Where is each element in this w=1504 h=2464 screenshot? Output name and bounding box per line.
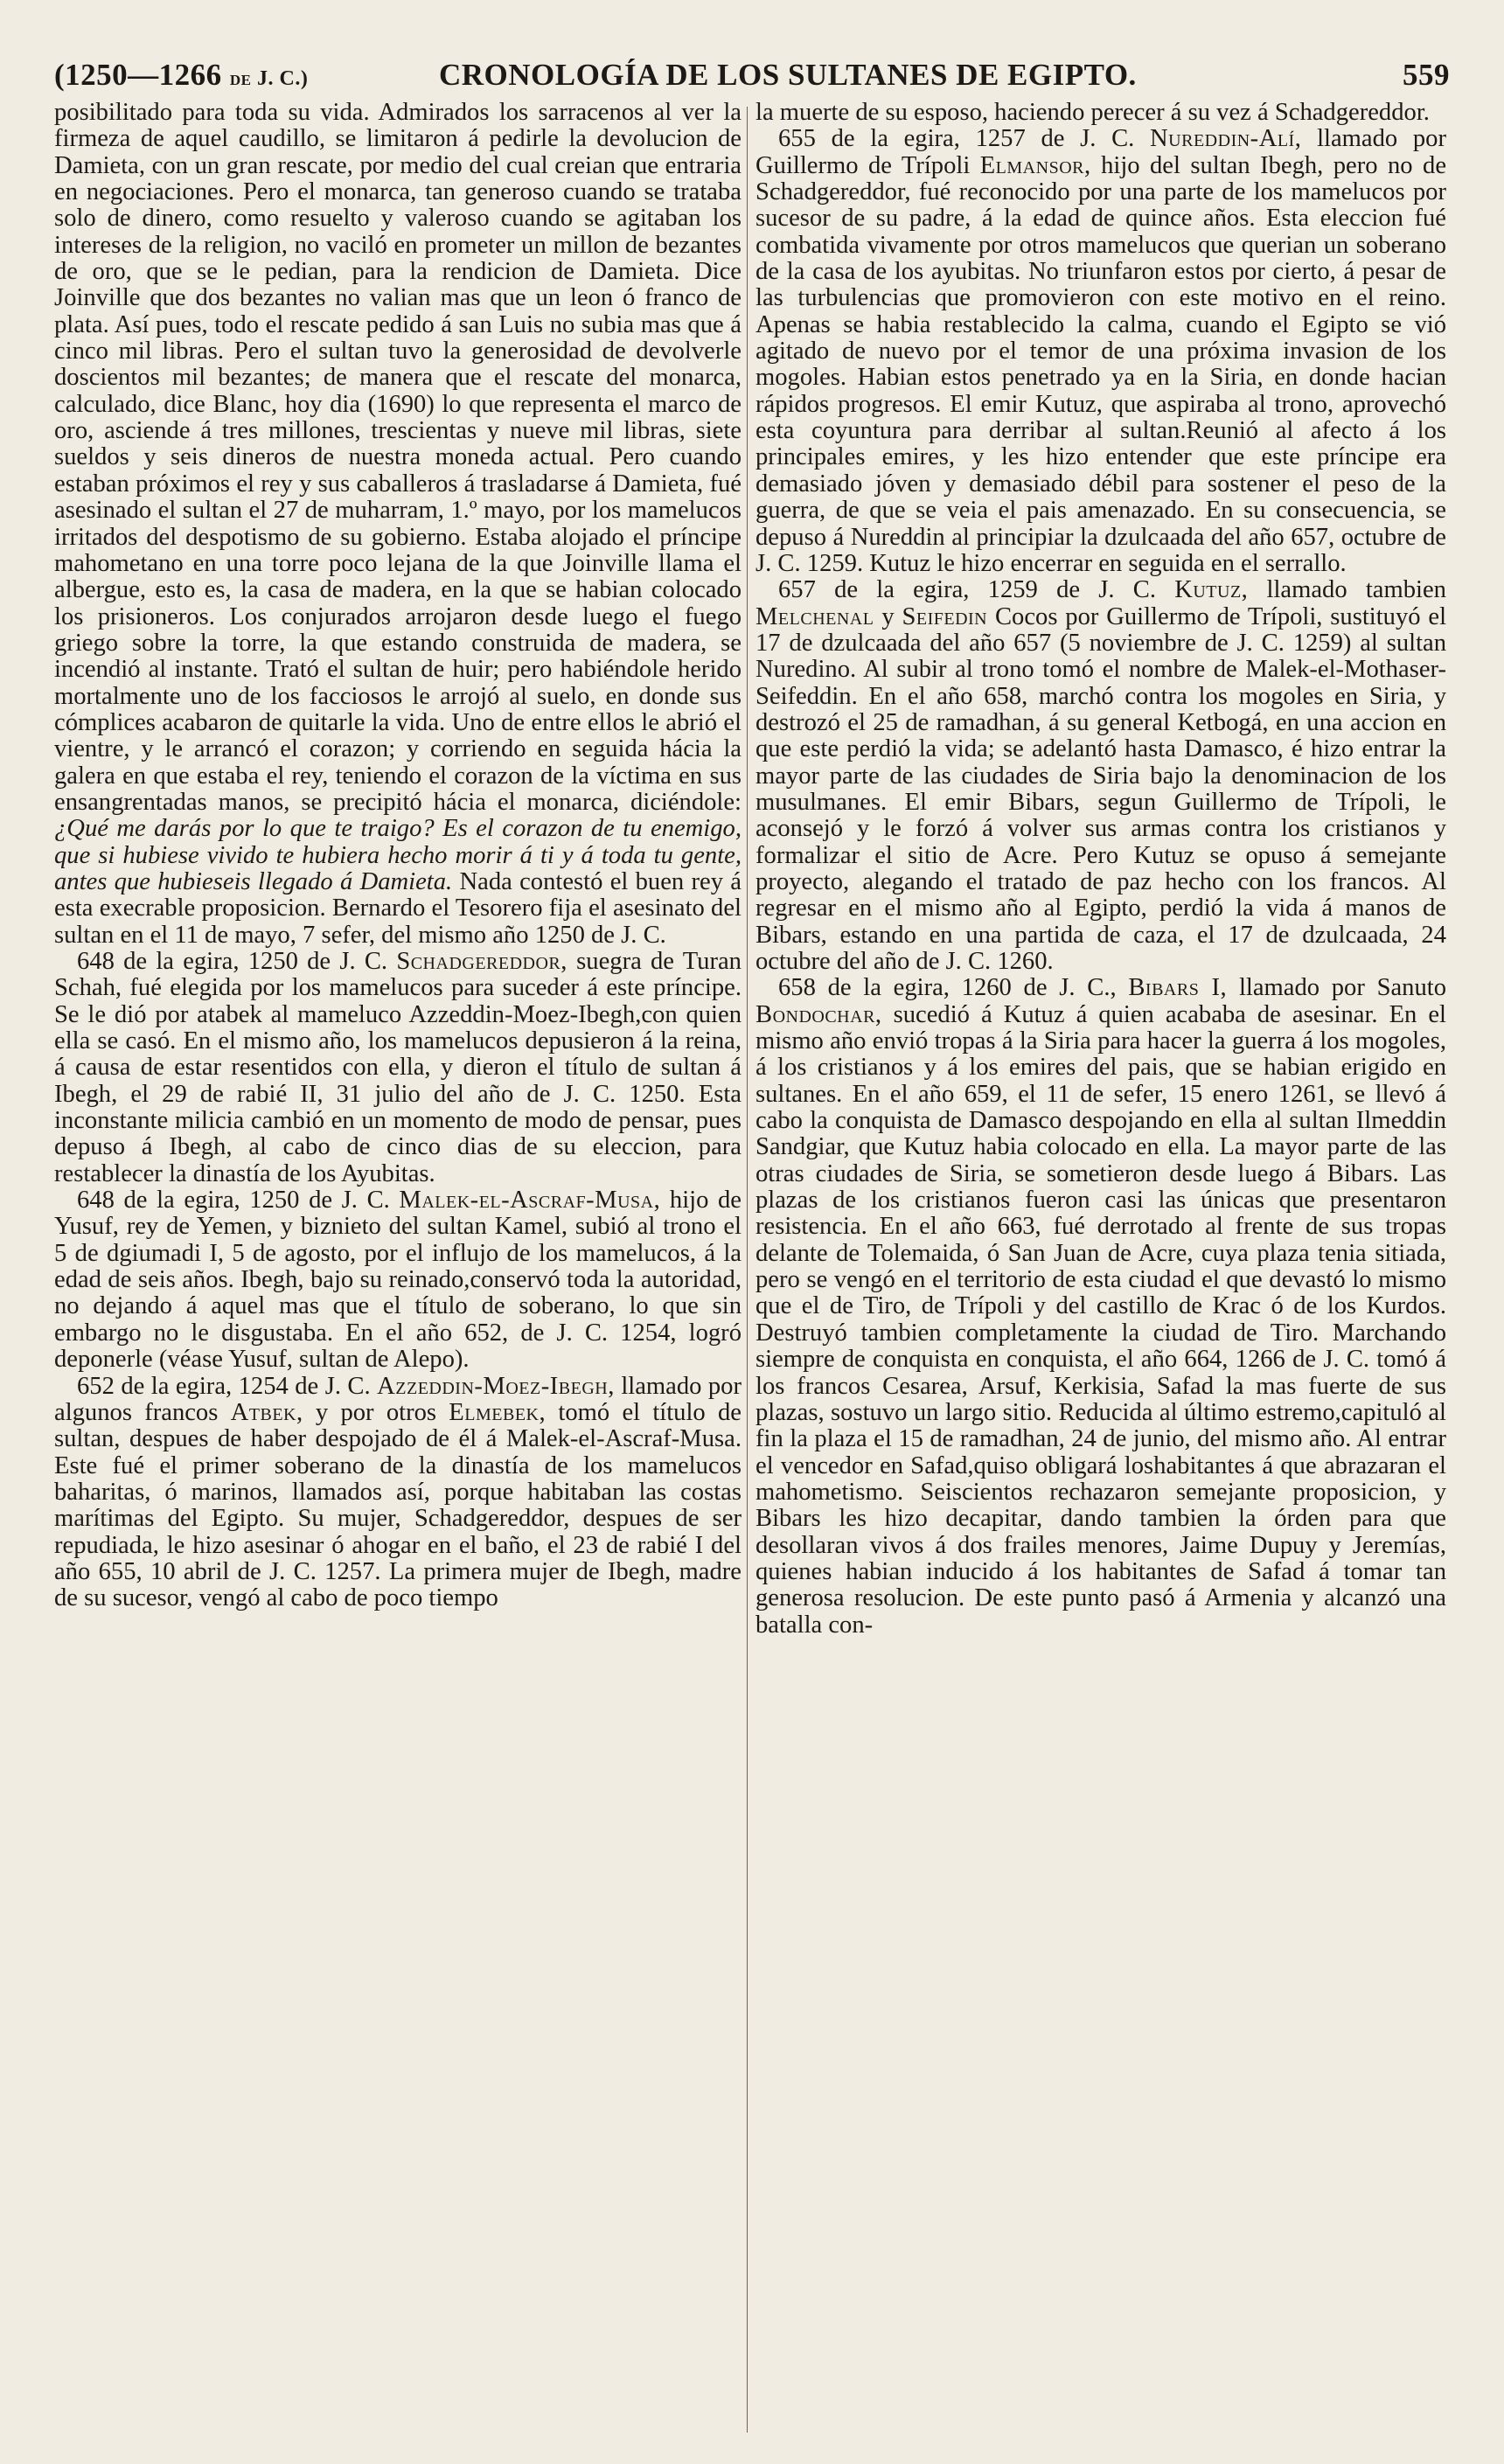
ruler-alias: Atbek, <box>230 1398 303 1426</box>
paragraph-joinville-rescue: posibilitado para toda su vida. Admirados los sarracenos al ver la firmeza de aquel caudillo, se limitaron á pedirle la devolucion de Damieta, con un gran rescate, por medio del cual creian que entraria en negociaciones. Pero el monarca, tan generoso cuando se trataba solo de dinero, como resuelto y valeroso cuando se agitaban los intereses de la religion, no vaciló en prometer un millon de bezantes de oro, que se le pedian, para la rendicion de Damieta. Dice Joinville que dos bezantes no valian mas que un leon ó franco de plata. Así pues, todo el rescate pedido á san Luis no subia mas que á cinco mil libras. Pero el sultan tuvo la generosidad de devolverle doscientos mil bezantes; de manera que el rescate del monarca, calculado, dice Blanc, hoy dia (1690) lo que representa el marco de oro, asciende á tres millones, trescientas y nueve mil libras, siete sueldos y seis dineros de nuestra moneda actual. Pero cuando estaban próximos el rey y sus caballeros á trasladarse á Damieta, fué asesinado el sultan el 27 de muharram, 1.º mayo, por los mamelucos irritados del despotismo de su gobierno. Estaba alojado el príncipe mahometano en una torre poco lejana de la que Joinville llama el albergue, esto es, la casa de madera, en la que se habian colocado los prisioneros. Los conjurados arrojaron desde luego el fuego griego sobre la torre, la que estando construida de madera, se incendió al instante. Trató el sultan de huir; pero habiéndole herido mortalmente uno de los facciosos le arrojó al suelo, en donde sus cómplices acabaron de quitarle la vida. Uno de entre ellos le abrió el vientre, y le arrancó el corazon; y corriendo en seguida hácia la galera en que estaba el rey, teniendo el corazon de la víctima en sus ensangrentadas manos, se precipitó hácia el monarca, diciéndole: ¿Qué me darás por lo que te traigo? Es el corazon de tu enemigo, que si hubiese vivido te hubiera hecho morir á ti y á toda tu gente, antes que hubieseis llegado á Damieta. Nada contestó el buen rey á esta execrable proposicion. Bernardo el Tesorero fija el asesinato del sultan en el 11 de mayo, 7 sefer, del mismo año 1250 de J. C. <box>54 100 742 949</box>
entry-nureddin-ali: 655 de la egira, 1257 de J. C. Nureddin-Alí, llamado por Guillermo de Trípoli Elmansor, hijo del sultan Ibegh, pero no de Schadgereddor, fué reconocido por una parte de los mamelucos por sucesor de su padre, á la edad de quince años. Esta eleccion fué combatida vivamente por otros mamelucos que querian un soberano de la casa de los ayubitas. No triunfaron estos por cierto, á pesar de las turbulencias que promovieron con este motivo en el reino. Apenas se habia restablecido la calma, cuando el Egipto se vió agitado de nuevo por el temor de una próxima invasion de los mogoles. Habian estos penetrado ya en la Siria, en donde hacian rápidos progresos. El emir Kutuz, que aspiraba al trono, aprovechó esta coyuntura para derribar al sultan.Reunió al afecto á los principales emires, y les hizo entender que este príncipe era demasiado jóven y demasiado débil para sostener el peso de la guerra, de que se veia el pais amenazado. En su consecuencia, se depuso á Nureddin al principiar la dzulcaada del año 657, octubre de J. C. 1259. Kutuz le hizo encerrar en seguida en el serrallo. <box>755 125 1446 577</box>
column-divider <box>747 107 748 2433</box>
ruler-name: Kutuz, <box>1174 576 1249 604</box>
entry-malek-el-ascraf-musa: 648 de la egira, 1250 de J. C. Malek-el-Ascraf-Musa, hijo de Yusuf, rey de Yemen, y biznieto del sultan Kamel, subió al trono el 5 de dgiumadi I, 5 de agosto, por el influjo de los mamelucos, á la edad de seis años. Ibegh, bajo su reinado,conservó toda la autoridad, no dejando á aquel mas que el título de soberano, lo que sin embargo no le disgustaba. En el año 652, de J. C. 1254, logró deponerle (véase Yusuf, sultan de Alepo). <box>54 1187 742 1374</box>
ruler-alias: Bondochar, <box>755 1000 882 1028</box>
page-number: 559 <box>1403 58 1450 92</box>
ruler-name: Azzeddin-Moez-Ibegh, <box>377 1372 615 1400</box>
entry-schadgereddor: 648 de la egira, 1250 de J. C. Schadgereddor, suegra de Turan Schah, fué elegida por los mamelucos para suceder á este príncipe. Se le dió por atabek al mameluco Azzeddin-Moez-Ibegh,con quien ella se casó. En el mismo año, los mamelucos depusieron á la reina, á causa de estar resentidos con ella, y dieron el título de sultan á Ibegh, el 29 de rabié II, 31 julio del año de J. C. 1250. Esta inconstante milicia cambió en un momento de modo de pensar, pues depuso á Ibegh, al cabo de cinco dias de su eleccion, para restablecer la dinastía de los Ayubitas. <box>54 948 742 1187</box>
ruler-alias: Seifedin <box>902 602 988 630</box>
left-column <box>54 100 742 2452</box>
ruler-alias: Melchenal <box>755 602 874 630</box>
ruler-name: Bibars I, <box>1128 974 1228 1002</box>
right-column <box>755 100 1446 2452</box>
entry-azzeddin-moez-ibegh: 652 de la egira, 1254 de J. C. Azzeddin-Moez-Ibegh, llamado por algunos francos Atbek, y por otros Elmebek, tomó el título de sultan, despues de haber despojado de él á Malek-el-Ascraf-Musa. Este fué el primer soberano de la dinastía de los mamelucos baharitas, ó marinos, llamados así, porque habitaban las costas marítimas del Egipto. Su mujer, Schadgereddor, despues de ser repudiada, le hizo asesinar ó ahogar en el baño, el 23 de rabié I del año 655, 10 abril de J. C. 1257. La primera mujer de Ibegh, madre de su sucesor, vengó al cabo de poco tiempo <box>54 1372 742 1612</box>
header-date-range: (1250—1266 de J. C.) <box>54 58 309 92</box>
ruler-alias: Elmansor, <box>979 151 1091 179</box>
header-date-suffix: de J. C.) <box>229 67 309 90</box>
ruler-name: Nureddin-Alí, <box>1150 125 1302 153</box>
running-header <box>54 58 1450 93</box>
ruler-alias: Elmebek, <box>449 1398 547 1426</box>
paragraph-continuation: la muerte de su esposo, haciendo perecer á su vez á Schadgereddor. <box>755 100 1430 126</box>
ruler-name: Malek-el-Ascraf-Musa, <box>399 1187 661 1215</box>
entry-kutuz: 657 de la egira, 1259 de J. C. Kutuz, llamado tambien Melchenal y Seifedin Cocos por Guillermo de Trípoli, sustituyó el 17 de dzulcaada del año 657 (5 noviembre de J. C. 1259) al sultan Nuredino. Al subir al trono tomó el nombre de Malek-el-Mothaser-Seifeddin. En el año 658, marchó contra los mogoles en Siria, y destrozó el 25 de ramadhan, á su general Ketbogá, en una accion en que este perdió la vida; se adelantó hasta Damasco, é hizo entrar la mayor parte de las ciudades de Siria bajo la denominacion de los musulmanes. El emir Bibars, segun Guillermo de Trípoli, le aconsejó y le forzó á volver sus armas contra los cristianos y formalizar el sitio de Acre. Pero Kutuz se opuso á semejante proyecto, alegando el tratado de paz hecho con los francos. Al regresar en el mismo año al Egipto, perdió la vida á manos de Bibars, estando en una partida de caza, el 17 de dzulcaada, 24 octubre del año de J. C. 1260. <box>755 576 1446 975</box>
ruler-name: Schadgereddor, <box>396 948 567 975</box>
entry-bibars-i: 658 de la egira, 1260 de J. C., Bibars I, llamado por Sanuto Bondochar, sucedió á Kutuz á quien acababa de asesinar. En el mismo año envió tropas á la Siria para hacer la guerra á los mogoles, á los cristianos y á los emires del pais, que se habian erigido en sultanes. En el año 659, el 11 de sefer, 15 enero 1261, se llevó á cabo la conquista de Damasco despojando en ella al sultan Ilmeddin Sandgiar, que Kutuz habia colocado en ella. La mayor parte de las otras ciudades de Siria, se sometieron desde luego á Bibars. Las plazas de los cristianos fueron casi las únicas que presentaron resistencia. En el año 663, fué derrotado al frente de sus tropas delante de Tolemaida, ó San Juan de Acre, cuya plaza tenia sitiada, pero se vengó en el territorio de esta ciudad el que devastó lo mismo que el de Tiro, de Trípoli y del castillo de Krac ó de los Kurdos. Destruyó tambien completamente la ciudad de Tiro. Marchando siempre de conquista en conquista, el año 664, 1266 de J. C. tomó á los francos Cesarea, Arsuf, Kerkisia, Safad la mas fuerte de sus plazas, sostuvo un largo sitio. Reducida al último estremo,capituló al fin la plaza el 15 de ramadhan, 24 de junio, del mismo año. Al entrar el vencedor en Safad,quiso obligará loshabitantes á que abrazaran el mahometismo. Seiscientos rechazaron semejante proposicion, y Bibars les hizo decapitar, dando tambien la órden para que desollaran vivos á dos frailes menores, Jaime Dupuy y Jeremías, quienes habian inducido á los habitantes de Safad á tomar tan generosa resolucion. De este punto pasó á Armenia y alcanzó una batalla con- <box>755 974 1446 1639</box>
quote-heart: ¿Qué me darás por lo que te traigo? Es el corazon de tu enemigo, que si hubiese vivido te hubiera hecho morir á ti y á toda tu gente, antes que hubieseis llegado á Damieta. <box>54 815 742 895</box>
header-title: CRONOLOGÍA DE LOS SULTANES DE EGIPTO. <box>439 58 1137 92</box>
